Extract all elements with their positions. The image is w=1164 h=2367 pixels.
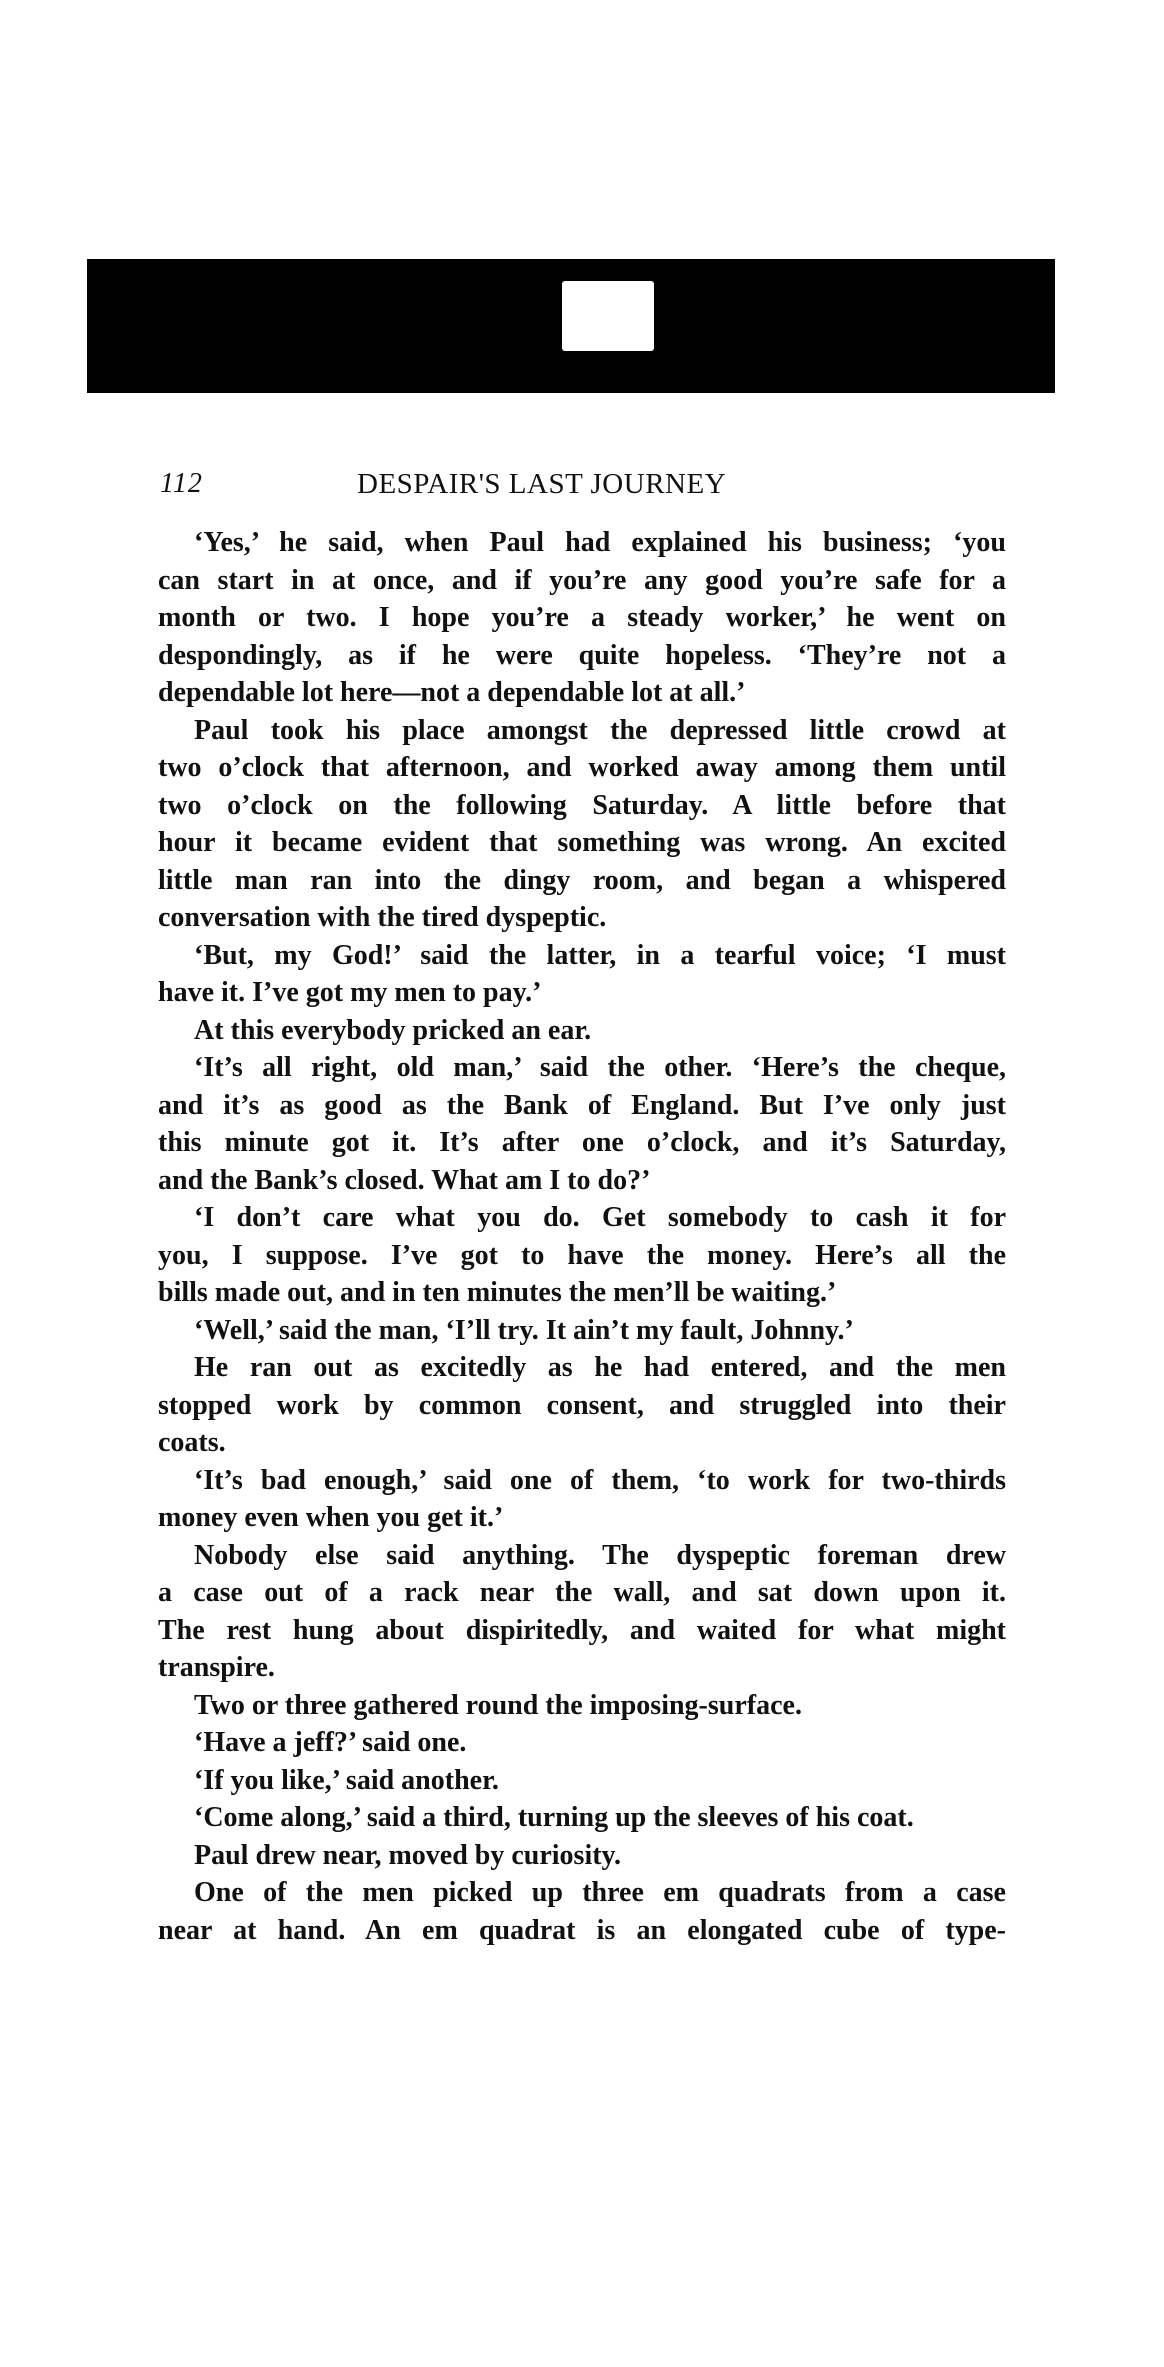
text-line: ‘It’s all right, old man,’ said the other. ‘Here’s the cheque, — [194, 1052, 1006, 1083]
text-line: Nobody else said anything. The dyspeptic foreman drew — [194, 1539, 1006, 1571]
text-line: ‘Have a jeff?’ said one. — [194, 1727, 467, 1758]
text-line: Paul took his place amongst the depressed little crowd at — [194, 714, 1006, 746]
text-line: you, I suppose. I’ve got to have the money. Here’s all the — [158, 1239, 1006, 1271]
text-line: a case out of a rack near the wall, and sat down upon it. — [158, 1577, 1006, 1608]
running-head — [160, 468, 1010, 508]
text-line: month or two. I hope you’re a steady worker,’ he went on — [158, 602, 1006, 633]
text-line: two o’clock on the following Saturday. A little before that — [158, 789, 1006, 821]
text-line: dependable lot here—not a dependable lot at all.’ — [158, 677, 746, 708]
text-line: ‘Yes,’ he said, when Paul had explained his business; ‘you — [194, 527, 1006, 558]
text-line: money even when you get it.’ — [158, 1502, 504, 1533]
redaction-band — [87, 259, 1055, 393]
text-line: ‘If you like,’ said another. — [194, 1764, 499, 1796]
text-line: near at hand. An em quadrat is an elongated cube of type- — [158, 1914, 1006, 1946]
page-number: 112 — [160, 468, 203, 499]
text-line: ‘Come along,’ said a third, turning up the sleeves of his coat. — [194, 1802, 914, 1833]
text-line: have it. I’ve got my men to pay.’ — [158, 977, 542, 1008]
text-line: coats. — [158, 1427, 226, 1458]
page-heading: DESPAIR'S LAST JOURNEY — [357, 468, 727, 500]
body-text — [158, 524, 1006, 1949]
text-line: this minute got it. It’s after one o’clock, and it’s Saturday, — [158, 1127, 1006, 1158]
text-line: ‘I don’t care what you do. Get somebody to cash it for — [194, 1202, 1006, 1233]
text-line: ‘Well,’ said the man, ‘I’ll try. It ain’t my fault, Johnny.’ — [194, 1314, 854, 1346]
text-line: and the Bank’s closed. What am I to do?’ — [158, 1164, 651, 1196]
text-line: ‘It’s bad enough,’ said one of them, ‘to work for two-thirds — [194, 1464, 1006, 1496]
text-line: Two or three gathered round the imposing-surface. — [194, 1689, 802, 1721]
text-line: hour it became evident that something was wrong. An excited — [158, 827, 1006, 858]
text-line: little man ran into the dingy room, and began a whispered — [158, 864, 1006, 896]
text-line: stopped work by common consent, and struggled into their — [158, 1389, 1006, 1421]
text-line: and it’s as good as the Bank of England. But I’ve only just — [158, 1089, 1006, 1121]
band-notch — [462, 259, 465, 393]
text-line: One of the men picked up three em quadrats from a case — [194, 1877, 1006, 1908]
text-line: ‘But, my God!’ said the latter, in a tearful voice; ‘I must — [194, 939, 1006, 971]
band-white-patch — [562, 281, 654, 351]
text-line: bills made out, and in ten minutes the men’ll be waiting.’ — [158, 1277, 837, 1308]
text-line: transpire. — [158, 1652, 275, 1683]
text-line: can start in at once, and if you’re any good you’re safe for a — [158, 564, 1006, 596]
text-line: conversation with the tired dyspeptic. — [158, 902, 607, 933]
text-line: two o’clock that afternoon, and worked away among them until — [158, 752, 1006, 783]
text-line: He ran out as excitedly as he had entered, and the men — [194, 1352, 1006, 1383]
text-line: The rest hung about dispiritedly, and waited for what might — [158, 1614, 1006, 1646]
text-line: At this everybody pricked an ear. — [194, 1014, 592, 1046]
text-line: Paul drew near, moved by curiosity. — [194, 1839, 622, 1871]
text-line: despondingly, as if he were quite hopeless. ‘They’re not a — [158, 639, 1006, 671]
